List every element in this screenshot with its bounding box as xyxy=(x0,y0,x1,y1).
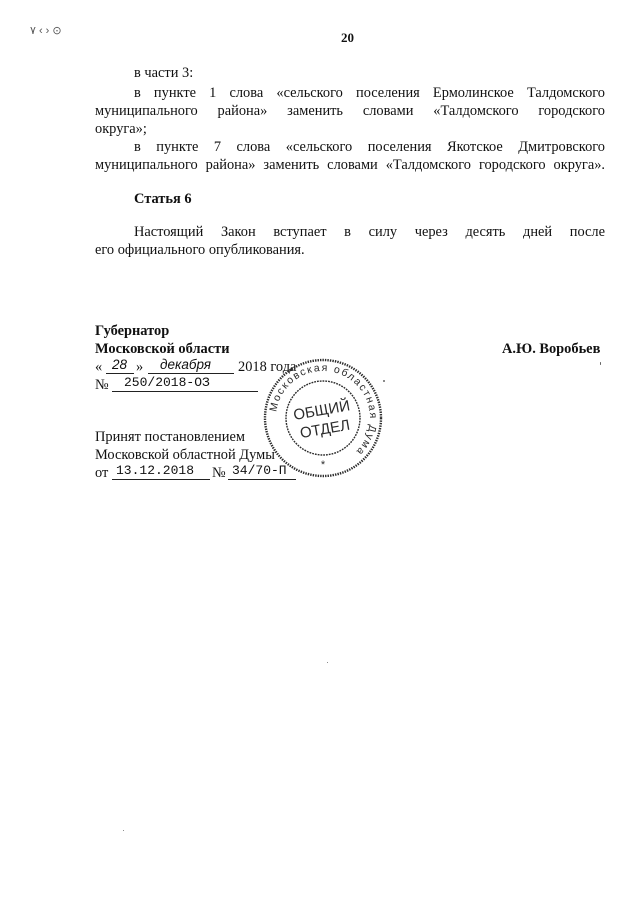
resolution-number: 34/70-П xyxy=(232,463,287,478)
date-open-quote: « xyxy=(95,359,103,375)
adoption-date-underline xyxy=(112,479,210,480)
item-1-line-2: муниципального района» заменить словами «Талдомского городского xyxy=(95,103,605,119)
part-3-heading: в части 3: xyxy=(134,65,194,81)
item-7-line-1: в пункте 7 слова «сельского поселения Якотское Дмитровского xyxy=(134,139,605,155)
law-number-symbol: № xyxy=(95,377,109,393)
stamp-center-line-1: ОБЩИЙ xyxy=(292,397,352,424)
scan-speck xyxy=(327,662,328,663)
adoption-line-2: Московской областной Думы xyxy=(95,447,275,463)
stamp-center-line-2: ОТДЕЛ xyxy=(298,416,352,443)
article-6-heading: Статья 6 xyxy=(134,191,192,207)
law-number-underline xyxy=(112,391,258,392)
item-1-line-3: округа»; xyxy=(95,121,147,137)
scan-speck xyxy=(123,830,124,831)
date-close-quote: » xyxy=(136,359,144,375)
stamp-ring-text: Московская областная Дума xyxy=(267,361,380,459)
adoption-line-1: Принят постановлением xyxy=(95,429,245,445)
page-number: 20 xyxy=(341,30,354,45)
article-6-line-2: его официального опубликования. xyxy=(95,242,305,258)
scan-mark: ۷ ‹ › ⊙ xyxy=(30,25,62,37)
date-month: декабря xyxy=(160,357,212,372)
scan-speck xyxy=(600,362,601,365)
governor-title-line-1: Губернатор xyxy=(95,323,170,339)
adoption-date: 13.12.2018 xyxy=(116,463,195,478)
date-day: 28 xyxy=(112,357,128,372)
stamp-seal xyxy=(261,356,385,480)
scan-speck xyxy=(383,380,385,382)
date-month-underline xyxy=(148,373,234,374)
item-7-line-2: муниципального района» заменить словами «Талдомского городского округа». xyxy=(95,157,605,173)
adoption-from-label: от xyxy=(95,465,109,481)
item-1-line-1: в пункте 1 слова «сельского поселения Ермолинское Талдомского xyxy=(134,85,605,101)
stamp-star: * xyxy=(320,459,326,471)
date-day-underline xyxy=(106,373,134,374)
signer-name: А.Ю. Воробьев xyxy=(502,341,601,357)
date-year: 2018 года xyxy=(238,359,297,375)
adoption-number-symbol: № xyxy=(212,465,226,481)
law-number: 250/2018-ОЗ xyxy=(124,375,210,390)
article-6-line-1: Настоящий Закон вступает в силу через десять дней после xyxy=(134,224,605,240)
governor-title-line-2: Московской области xyxy=(95,341,230,357)
